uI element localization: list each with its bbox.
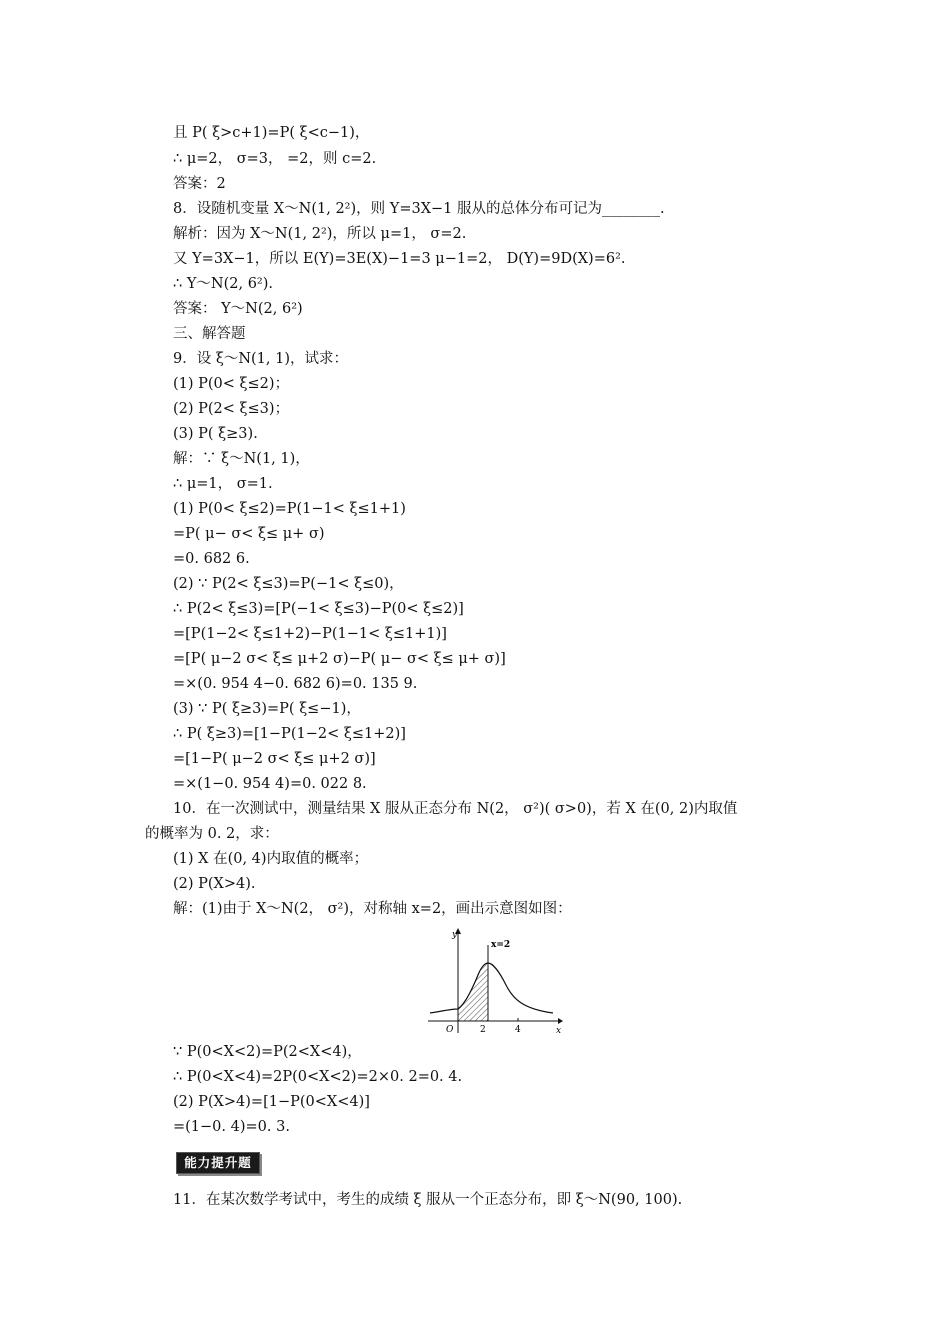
text-line: 且 P( ξ>c+1)=P( ξ<c−1)， bbox=[173, 125, 370, 141]
text-line: ∴ μ=1， σ=1. bbox=[173, 476, 273, 492]
text-line: (2) P(2< ξ≤3)； bbox=[173, 401, 290, 417]
text-line: (1) P(0< ξ≤2)； bbox=[173, 376, 290, 392]
shaded-region bbox=[458, 963, 488, 1021]
normal-distribution-figure bbox=[418, 925, 563, 1035]
text-line: 解：∵ ξ～N(1, 1)， bbox=[173, 451, 310, 467]
text-line: ∴ P(0<X<4)=2P(0<X<2)=2×0. 2=0. 4. bbox=[173, 1069, 463, 1085]
section-badge: 能力提升题 bbox=[176, 1152, 260, 1174]
text-line: ∴ P(2< ξ≤3)=[P(−1< ξ≤3)−P(0< ξ≤2)] bbox=[173, 601, 464, 617]
text-line: =(1−0. 4)=0. 3. bbox=[173, 1119, 290, 1135]
origin-label: O bbox=[446, 1025, 454, 1035]
text-line: ∵ P(0<X<2)=P(2<X<4)， bbox=[173, 1044, 362, 1060]
text-line: ∴ Y～N(2, 6²). bbox=[173, 276, 273, 292]
text-line: =[1−P( μ−2 σ< ξ≤ μ+2 σ)] bbox=[173, 751, 376, 767]
text-line: 8．设随机变量 X～N(1, 2²)，则 Y=3X−1 服从的总体分布可记为________. bbox=[173, 201, 665, 217]
text-line: =×(0. 954 4−0. 682 6)=0. 135 9. bbox=[173, 676, 418, 692]
text-line: (3) ∵ P( ξ≥3)=P( ξ≤−1)， bbox=[173, 701, 361, 717]
text-line: 的概率为 0. 2，求： bbox=[145, 826, 279, 842]
y-axis-label: y bbox=[452, 930, 458, 940]
text-line: 解析：因为 X～N(1, 2²)，所以 μ=1， σ=2. bbox=[173, 226, 467, 242]
text-line: (1) P(0< ξ≤2)=P(1−1< ξ≤1+1) bbox=[173, 501, 406, 517]
text-line: (2) ∵ P(2< ξ≤3)=P(−1< ξ≤0)， bbox=[173, 576, 404, 592]
text-line: (2) P(X>4). bbox=[173, 876, 256, 892]
text-line: =×(1−0. 954 4)=0. 022 8. bbox=[173, 776, 367, 792]
text-line: ∴ P( ξ≥3)=[1−P(1−2< ξ≤1+2)] bbox=[173, 726, 406, 742]
x-axis-arrow bbox=[558, 1018, 563, 1024]
tick-label-2: 2 bbox=[480, 1025, 486, 1035]
text-line: ∴ μ=2， σ=3， =2，则 c=2. bbox=[173, 151, 377, 167]
text-line: (2) P(X>4)=[1−P(0<X<4)] bbox=[173, 1094, 370, 1110]
text-line: (1) X 在(0, 4)内取值的概率； bbox=[173, 851, 369, 867]
tick-label-4: 4 bbox=[515, 1025, 521, 1035]
text-line: 解：(1)由于 X～N(2， σ²)，对称轴 x=2，画出示意图如图： bbox=[173, 901, 572, 917]
text-line: (3) P( ξ≥3). bbox=[173, 426, 258, 442]
text-line: 答案： Y～N(2, 6²) bbox=[173, 301, 303, 317]
symmetry-axis-label: x=2 bbox=[491, 940, 511, 950]
text-line: =[P( μ−2 σ< ξ≤ μ+2 σ)−P( μ− σ< ξ≤ μ+ σ)] bbox=[173, 651, 506, 667]
text-line: 答案：2 bbox=[173, 176, 226, 192]
question-text: 9．设 ξ～N(1, 1)，试求： bbox=[173, 351, 348, 367]
section-heading: 三、解答题 bbox=[173, 326, 246, 342]
text-line: =P( μ− σ< ξ≤ μ+ σ) bbox=[173, 526, 325, 542]
text-line: 又 Y=3X−1，所以 E(Y)=3E(X)−1=3 μ−1=2， D(Y)=9D(X)=6². bbox=[173, 251, 626, 267]
normal-curve bbox=[430, 963, 553, 1013]
text-line: =[P(1−2< ξ≤1+2)−P(1−1< ξ≤1+1)] bbox=[173, 626, 447, 642]
text-line: =0. 682 6. bbox=[173, 551, 250, 567]
question-text: 10．在一次测试中，测量结果 X 服从正态分布 N(2， σ²)( σ>0)，若 X 在(0, 2)内取值 bbox=[173, 801, 738, 817]
question-text: 11．在某次数学考试中，考生的成绩 ξ 服从一个正态分布，即 ξ～N(90, 100). bbox=[173, 1192, 683, 1208]
x-axis-label: x bbox=[556, 1026, 562, 1035]
